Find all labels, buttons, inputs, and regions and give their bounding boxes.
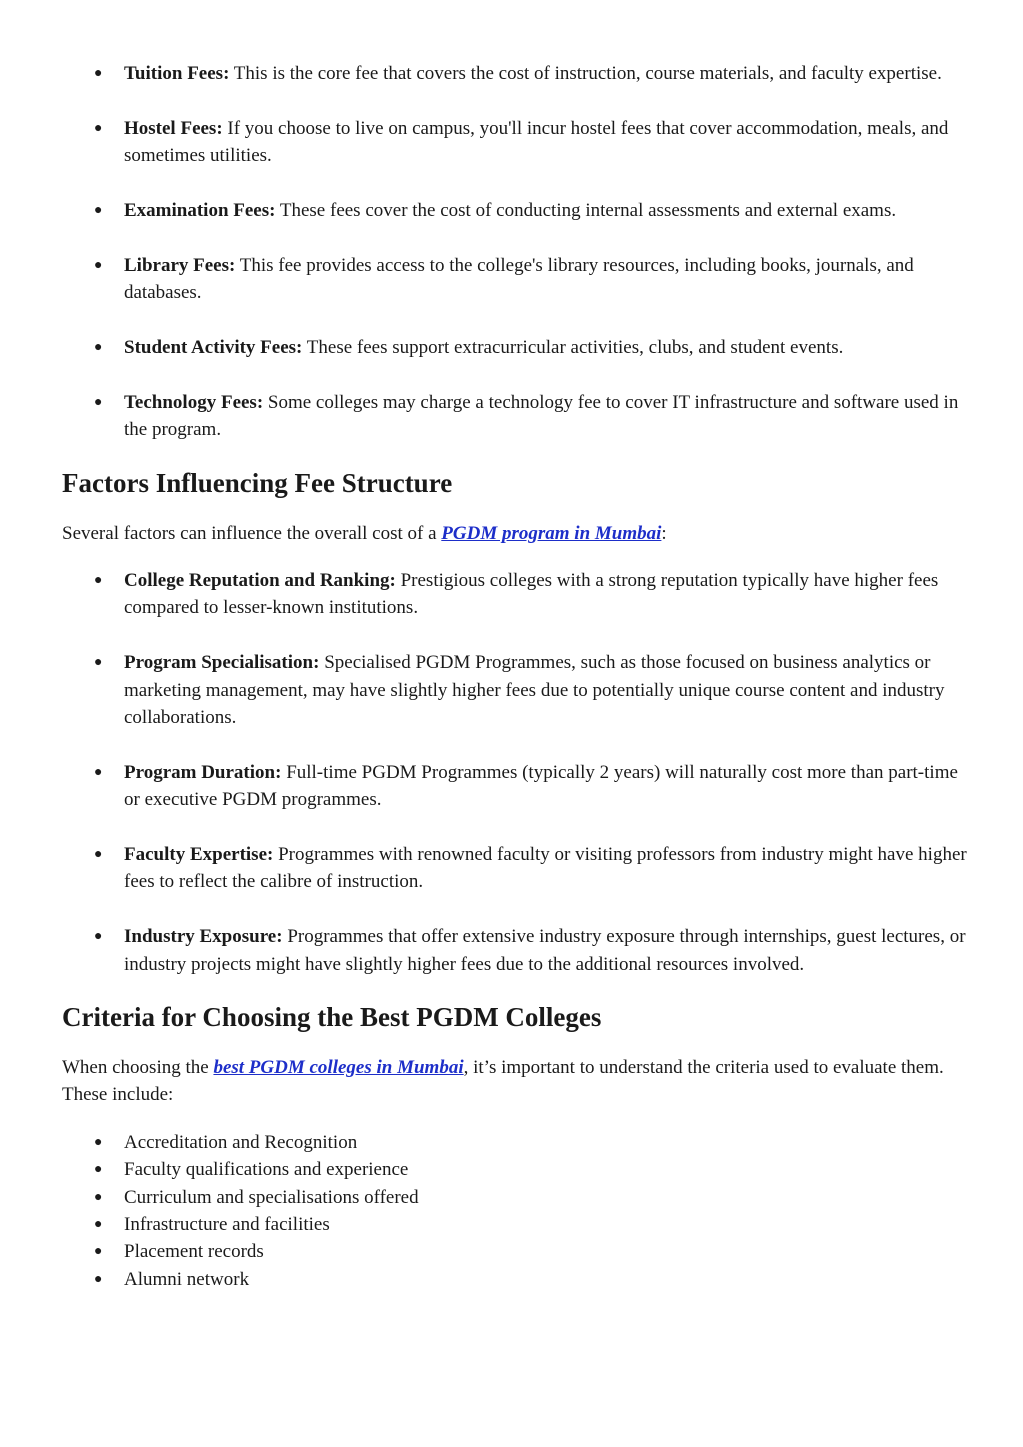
list-item-text: These fees support extracurricular activities, clubs, and student events. [302, 337, 844, 358]
list-item [62, 197, 967, 224]
list-item-text: Full-time PGDM Programmes (typically 2 years) will naturally cost more than part-time or executive PGDM programmes. [124, 761, 958, 811]
list-item [62, 841, 967, 896]
list-item [62, 923, 967, 978]
list-item-text: Some colleges may charge a technology fee to cover IT infrastructure and software used in the program. [124, 391, 959, 441]
factors-list [62, 567, 967, 978]
list-item-term: Program Specialisation: [124, 652, 320, 674]
list-item: ● Infrastructure and facilities [62, 1211, 967, 1238]
pgdm-program-mumbai-link[interactable]: PGDM program in Mumbai [441, 522, 662, 544]
list-item-term: Industry Exposure: [124, 926, 283, 948]
list-item-term: Faculty Expertise: [124, 844, 274, 866]
criteria-intro [62, 1054, 967, 1109]
list-item [62, 567, 967, 622]
criteria-heading: Criteria for Choosing the Best PGDM Colleges [62, 1002, 602, 1033]
list-item [62, 334, 967, 361]
list-item: ● Accreditation and Recognition [62, 1129, 967, 1156]
list-item-term: Technology Fees: [124, 391, 264, 413]
list-item-term: Examination Fees: [124, 200, 276, 221]
list-item [62, 649, 967, 731]
list-item [62, 115, 967, 170]
fee-components-list [62, 60, 967, 444]
list-item: ● Alumni network [62, 1266, 967, 1293]
list-item-text: Specialised PGDM Programmes, such as those focused on business analytics or marketing management, may have slightly higher fees due to potentially unique course content and industry collaborations. [124, 652, 945, 729]
list-item-text: These fees cover the cost of conducting internal assessments and external exams. [275, 200, 897, 221]
best-pgdm-colleges-mumbai-link[interactable]: best PGDM colleges in Mumbai [213, 1057, 464, 1079]
document-page [62, 60, 967, 1293]
criteria-intro-end: , it’s important to understand the criteria used to evaluate them. These include: [62, 1057, 944, 1106]
list-item-term: Tuition Fees: [124, 63, 230, 84]
factors-intro [62, 520, 967, 547]
list-item-text: Programmes with renowned faculty or visiting professors from industry might have higher fees to reflect the calibre of instruction. [124, 844, 967, 893]
list-item [62, 60, 967, 87]
list-item-text: This is the core fee that covers the cost of instruction, course materials, and faculty expertise. [229, 63, 942, 84]
list-item: ● Placement records [62, 1238, 967, 1265]
list-item-term: College Reputation and Ranking: [124, 570, 396, 592]
list-item-term: Student Activity Fees: [124, 337, 303, 358]
list-item-text: Prestigious colleges with a strong reputation typically have higher fees compared to lesser-known institutions. [124, 570, 939, 619]
criteria-list [62, 1129, 967, 1293]
criteria-intro-text: When choosing the [62, 1057, 214, 1079]
list-item [62, 389, 967, 444]
list-item-text: This fee provides access to the college's library resources, including books, journals, and databases. [124, 254, 914, 304]
list-item-text: Programmes that offer extensive industry exposure through internships, guest lectures, or industry projects might have slightly higher fees due to the additional resources involved. [124, 926, 966, 975]
list-item [62, 252, 967, 307]
factors-intro-end: : [661, 522, 667, 544]
factors-intro-text: Several factors can influence the overall cost of a [62, 522, 442, 544]
list-item: ● Curriculum and specialisations offered [62, 1184, 967, 1211]
list-item [62, 759, 967, 814]
factors-heading: Factors Influencing Fee Structure [62, 467, 453, 498]
list-item-term: Program Duration: [124, 761, 282, 783]
list-item: ● Faculty qualifications and experience [62, 1156, 967, 1183]
list-item-term: Library Fees: [124, 254, 236, 276]
list-item-term: Hostel Fees: [124, 117, 223, 139]
list-item-text: If you choose to live on campus, you'll incur hostel fees that cover accommodation, meals, and sometimes utilities. [124, 117, 949, 167]
